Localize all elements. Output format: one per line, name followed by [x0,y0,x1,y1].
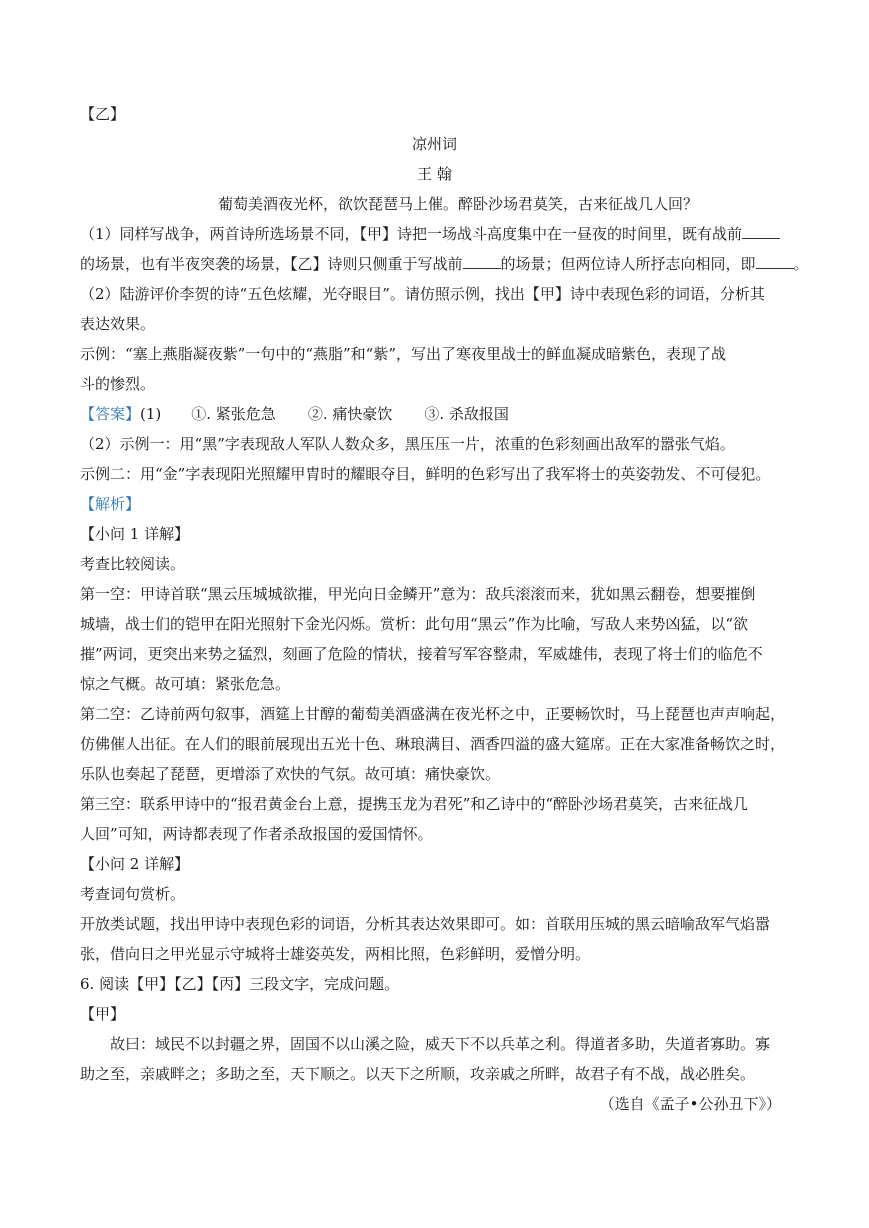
answer-blank [463,254,501,269]
q1-text-2b: 的场景；但两位诗人所抒志向相同，即 [500,255,756,273]
q1-text-2c: 。 [793,255,809,273]
answer-item-3: ③. 杀敌报国 [424,405,509,423]
sub-question-2-line: 张，借向日之甲光显示守城将士雄姿英发，两相比照，色彩鲜明，爱憎分明。 [80,945,591,963]
sub-question-2-intro: 考查词句赏析。 [80,885,186,903]
jia-text-line-1: 故曰：域民不以封疆之界，固国不以山溪之险，威天下不以兵革之利。得道者多助，失道者寡助。寡 [110,1035,771,1053]
poem-title: 凉州词 [411,135,457,153]
answer-blank [742,224,780,239]
sub-question-1-intro: 考查比较阅读。 [80,555,186,573]
sub-question-2-heading: 【小问 2 详解】 [80,855,190,873]
answer-line-3: 示例二：用“金”字表现阳光照耀甲胄时的耀眼夺目，鲜明的色彩写出了我军将士的英姿勃发、不可侵犯。 [80,465,771,483]
answer-blank [756,254,794,269]
blank-3-line: 第三空：联系甲诗中的“报君黄金台上意，提携玉龙为君死”和乙诗中的“醉卧沙场君莫笑，古来征战几 [80,795,749,813]
blank-3-line: 人回”可知，两诗都表现了作者杀敌报国的爱国情怀。 [80,825,433,843]
sub-question-1-heading: 【小问 1 详解】 [80,525,190,543]
blank-2-line: 仿佛催人出征。在人们的眼前展现出五光十色、琳琅满目、酒香四溢的盛大筵席。正在大家准备畅饮之时， [80,735,786,753]
blank-2-line: 第二空：乙诗前两句叙事，酒筵上甘醇的葡萄美酒盛满在夜光杯之中，正要畅饮时，马上琵琶也声声响起， [80,705,786,723]
analysis-label: 【解析】 [80,495,141,513]
blank-1-line: 惊之气概。故可填：紧张危急。 [80,675,291,693]
blank-1-line: 摧”两词，更突出来势之猛烈，刻画了危险的情状，接着写军容整肃，军威雄伟，表现了将士们的临危不 [80,645,763,663]
answer-prefix: (1) [140,405,162,423]
section-jia-header: 【甲】 [80,1005,126,1023]
question-6-prompt: 6. 阅读【甲】【乙】【丙】三段文字，完成问题。 [80,975,400,993]
answer-label: 【答案】 [80,405,141,423]
q1-text-2a: 的场景，也有半夜突袭的场景，【乙】诗则只侧重于写战前 [80,255,463,273]
poem-text: 葡萄美酒夜光杯，欲饮琵琶马上催。醉卧沙场君莫笑，古来征战几人回？ [218,195,699,213]
answer-item-2: ②. 痛快豪饮 [307,405,393,423]
jia-text-line-2: 助之至，亲戚畔之；多助之至，天下顺之。以天下之所顺，攻亲戚之所畔，故君子有不战，战必胜矣。 [80,1065,756,1083]
answer-item-1: ①. 紧张危急 [191,405,276,423]
section-yi-header: 【乙】 [80,105,126,123]
example-line-1: 示例：“塞上燕脂凝夜紫”一句中的“燕脂”和“紫”，写出了寒夜里战士的鲜血凝成暗紫色，表现了战 [80,345,727,363]
poem-author: 王 翰 [417,165,452,183]
q1-text: （1）同样写战争，两首诗所选场景不同，【甲】诗把一场战斗高度集中在一昼夜的时间里，既有战前 [80,225,743,243]
question-2-line-1: （2）陆游评价李贺的诗“五色炫耀，光夺眼目”。请仿照示例，找出【甲】诗中表现色彩的词语，分析其 [80,285,765,303]
blank-1-line: 第一空：甲诗首联“黑云压城城欲摧，甲光向日金鳞开”意为：敌兵滚滚而来，犹如黑云翻卷，想要摧倒 [80,585,756,603]
question-2-line-2: 表达效果。 [80,315,156,333]
question-1-line-2 [80,254,809,274]
question-1-line-1 [80,224,780,244]
sub-question-2-line: 开放类试题，找出甲诗中表现色彩的词语，分析其表达效果即可。如：首联用压城的黑云暗喻敌军气焰嚣 [80,915,771,933]
blank-2-line: 乐队也奏起了琵琶，更增添了欢快的气氛。故可填：痛快豪饮。 [80,765,501,783]
jia-source: （选自《孟子•公孙丑下》） [599,1095,781,1113]
answer-line-1 [80,404,509,424]
answer-line-2: （2）示例一：用“黑”字表现敌人军队人数众多，黑压压一片，浓重的色彩刻画出敌军的嚣张气焰。 [80,435,735,453]
example-line-2: 斗的惨烈。 [80,375,156,393]
blank-1-line: 城墙，战士们的铠甲在阳光照射下金光闪烁。赏析：此句用“黑云”作为比喻，写敌人来势凶猛，以“欲 [80,615,749,633]
